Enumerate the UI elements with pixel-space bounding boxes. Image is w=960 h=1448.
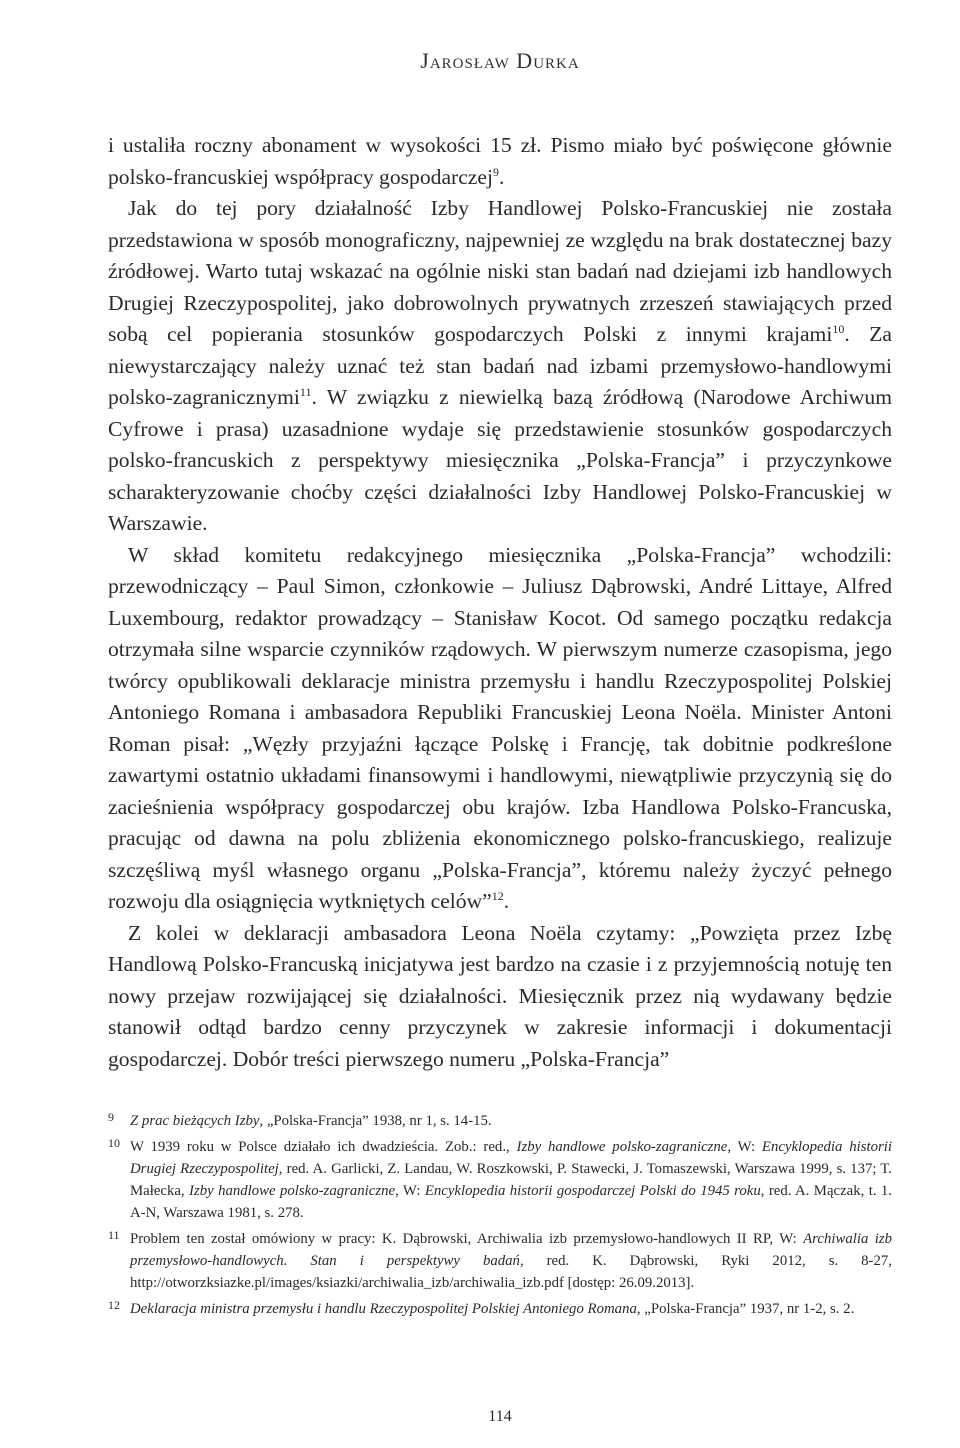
paragraph-1-text: i ustaliła roczny abonament w wysokości 15 zł. Pismo miało być poświęcone głównie polsko-francuskiej współpracy gospodarczej [108, 133, 892, 189]
paragraph-3-text: W skład komitetu redakcyjnego miesięcznika „Polska-Francja” wchodzili: przewodniczący – Paul Simon, członkowie – Juliusz Dąbrowski, André Littaye, Alfred Luxembourg, redaktor prowadzący – Stanisław Kocot. Od samego początku redakcja otrzymała silne wsparcie czynników rządowych. W pierwszym numerze czasopisma, jego twórcy opublikowali deklaracje ministra przemysłu i handlu Rzeczypospolitej Polskiej Antoniego Romana i ambasadora Republiki Francuskiej Leona Noëla. Minister Antoni Roman pisał: „Węzły przyjaźni łączące Polskę i Francję, tak dobitnie podkreślone zawartymi ostatnio układami finansowymi i handlowymi, niewątpliwie przyczynią się do zacieśnienia współpracy gospodarczej obu krajów. Izba Handlowa Polsko-Francuska, pracując od dawna na polu zbliżenia ekonomicznego polsko-francuskiego, realizuje szczęśliwą myśl własnego organu „Polska-Francja”, któremu należy życzyć pełnego rozwoju dla osiągnięcia wytkniętych celów” [108, 542, 892, 913]
footnote-11-title: Archiwalia izb przemysłowo-handlowych. Stan i perspektywy badań [130, 1231, 892, 1269]
footnote-10-text-2: , W: [727, 1139, 762, 1155]
paragraph-2 [108, 193, 892, 540]
footnote-12-title: Deklaracja ministra przemysłu i handlu Rzeczypospolitej Polskiej Antoniego Romana [130, 1301, 637, 1317]
running-head: Jarosław Durka [420, 48, 580, 73]
page-number: 114 [488, 1408, 512, 1425]
footnotes [108, 1110, 892, 1324]
footnote-12 [108, 1298, 892, 1320]
footnote-10-text-1: W 1939 roku w Polsce działało ich dwadzieścia. Zob.: red., [130, 1139, 517, 1155]
footnote-ref-11: 11 [299, 384, 312, 399]
footnote-10-title-3: Izby handlowe polsko-zagraniczne [189, 1183, 396, 1199]
footnote-number: 11 [108, 1228, 120, 1242]
footnote-9-title: Z prac bieżących Izby [130, 1113, 260, 1129]
footnote-ref-10: 10 [832, 321, 845, 336]
footnote-ref-12: 12 [491, 888, 504, 903]
footnote-9-text: , „Polska-Francja” 1938, nr 1, s. 14-15. [259, 1113, 492, 1129]
footnote-10-text-5: , red. A. Mączak, t. 1. A-N, Warszawa 1981, s. 278. [130, 1183, 893, 1221]
paragraph-2-text-a: Jak do tej pory działalność Izby Handlowej Polsko-Francuskiej nie została przedstawiona w sposób monograficzny, najpewniej ze względu na brak dostatecznej bazy źródłowej. Warto tutaj wskazać na ogólnie niski stan badań nad dziejami izb handlowych Drugiej Rzeczypospolitej, jako dobrowolnych prywatnych zrzeszeń stawiających przed sobą cel popierania stosunków gospodarczych Polski z innymi krajami [108, 196, 892, 346]
paragraph-2-text-c: . W związku z niewielką bazą źródłową (Narodowe Archiwum Cyfrowe i prasa) uzasadnione wydaje się przedstawienie stosunków gospodarczych polsko-francuskich z perspektywy miesięcznika „Polska-Francja” i przyczynkowe scharakteryzowanie choćby części działalności Izby Handlowej Polsko-Francuskiej w Warszawie. [108, 385, 892, 535]
footnote-number: 12 [108, 1298, 120, 1312]
body-text [108, 130, 892, 1075]
footnote-11 [108, 1228, 892, 1294]
footnote-10-text-3: , red. A. Garlicki, Z. Landau, W. Roszkowski, P. Stawecki, J. Tomaszewski, Warszawa 1999, s. 137; T. Małecka, [130, 1161, 892, 1199]
footnote-number: 10 [108, 1136, 120, 1150]
paragraph-1-tail: . [498, 164, 505, 189]
paragraph-2-text-b: . Za niewystarczający należy uznać też stan badań nad izbami przemysłowo-handlowymi polsko-zagranicznymi [108, 322, 892, 409]
footnote-10-text-4: , W: [395, 1183, 425, 1199]
footnote-10-title-1: Izby handlowe polsko-zagraniczne [516, 1139, 728, 1155]
paragraph-4 [108, 918, 892, 1076]
footnote-9 [108, 1110, 892, 1132]
footnote-10 [108, 1136, 892, 1224]
footnote-11-text-2: , red. K. Dąbrowski, Ryki 2012, s. 8-27, http://otworzksiazke.pl/images/ksiazki/archiwalia_izb/archiwalia_izb.pdf [dostęp: 26.09.2013]. [130, 1253, 892, 1291]
paragraph-1 [108, 130, 892, 193]
footnote-number: 9 [108, 1110, 114, 1124]
book-page [108, 0, 892, 1448]
paragraph-3 [108, 540, 892, 918]
footnote-11-text-1: Problem ten został omówiony w pracy: K. Dąbrowski, Archiwalia izb przemysłowo-handlowych II RP, W: [130, 1231, 804, 1247]
footnote-ref-9: 9 [492, 164, 499, 179]
paragraph-3-tail: . [503, 889, 510, 913]
paragraph-4-text: Z kolei w deklaracji ambasadora Leona Noëla czytamy: „Powzięta przez Izbę Handlową Polsko-Francuską inicjatywa jest bardzo na czasie i z przyjemnością notuję ten nowy przejaw rozwijającej się działalności. Miesięcznik przez nią wydawany będzie stanowił odtąd bardzo cenny przyczynek w zakresie informacji i dokumentacji gospodarczej. Dobór treści pierwszego numeru „Polska-Francja” [108, 920, 892, 1071]
footnote-12-text: , „Polska-Francja” 1937, nr 1-2, s. 2. [636, 1301, 855, 1317]
footnote-10-title-4: Encyklopedia historii gospodarczej Polski do 1945 roku [424, 1183, 761, 1199]
footnote-10-title-2: Encyklopedia historii Drugiej Rzeczypospolitej [130, 1139, 892, 1177]
